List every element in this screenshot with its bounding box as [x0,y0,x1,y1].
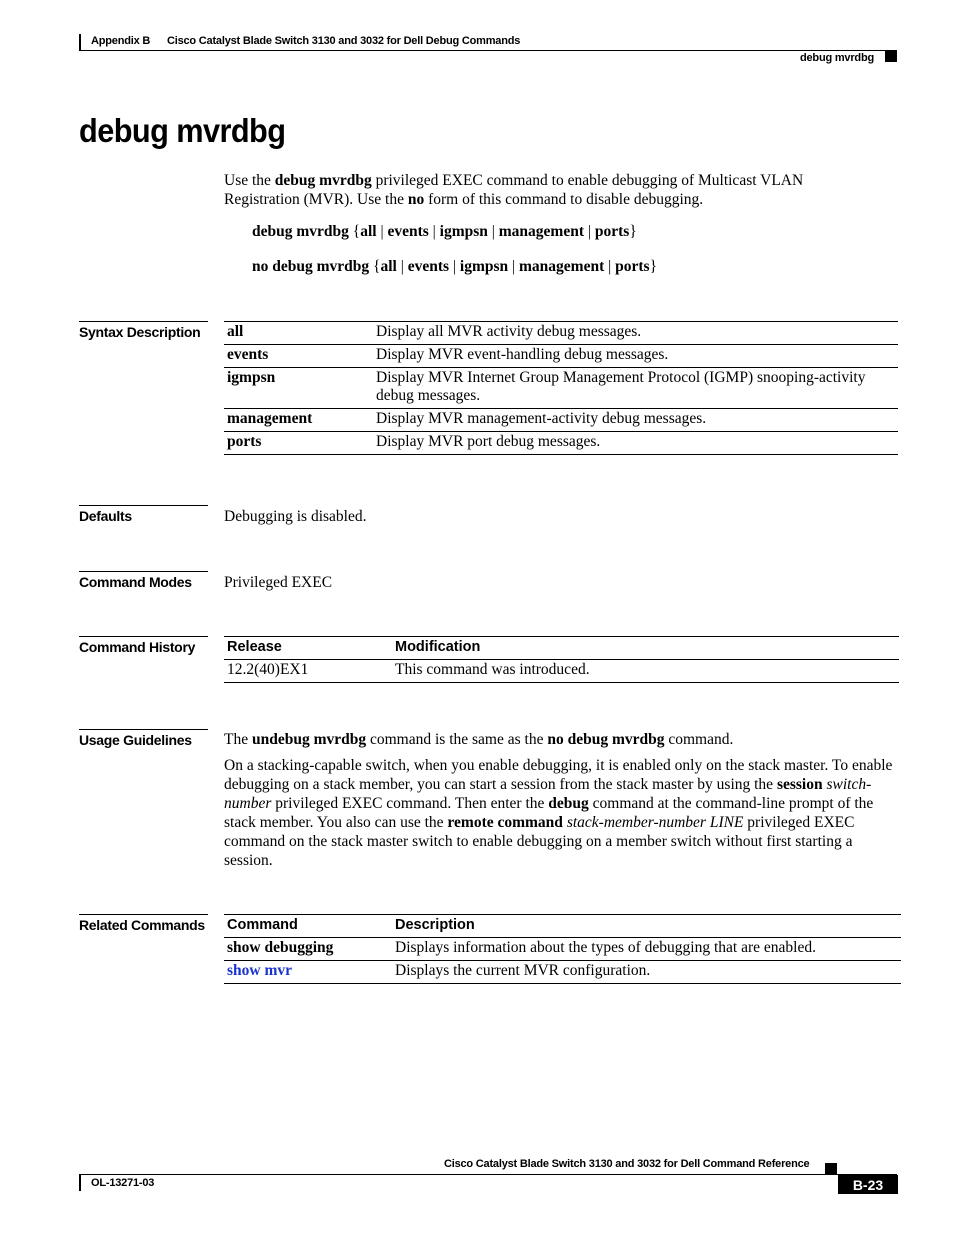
footer-rule [79,1174,897,1175]
column-header-modification: Modification [395,639,481,655]
column-header-command: Command [227,917,298,933]
history-modification: This command was introduced. [395,661,590,678]
footer-book-title: Cisco Catalyst Blade Switch 3130 and 3032 for Dell Command Reference [444,1158,810,1170]
footer-left-bar [79,1174,81,1191]
syntax-keyword: igmpsn [227,369,276,386]
related-desc: Displays information about the types of debugging that are enabled. [395,939,816,956]
table-row [224,961,901,984]
column-header-description: Description [395,917,475,933]
table-row [224,345,898,368]
syntax-desc: Display MVR Internet Group Management Protocol (IGMP) snooping-activity debug messages. [376,369,866,404]
syntax-keyword: ports [227,433,262,450]
footer-doc-number: OL-13271-03 [91,1177,155,1189]
header-rule [79,50,897,51]
page-number: B-23 [838,1175,898,1194]
section-label-defaults: Defaults [79,505,208,524]
section-label-related-commands: Related Commands [79,914,208,933]
syntax-desc: Display all MVR activity debug messages. [376,323,642,340]
related-commands-table [224,914,901,984]
header-running-title: debug mvrdbg [800,52,874,64]
command-history-table [224,636,899,683]
history-release: 12.2(40)EX1 [227,661,309,678]
table-row [224,660,899,683]
table-row [224,322,898,345]
table-row [224,432,898,455]
syntax-description-table [224,321,898,455]
page-title: debug mvrdbg [79,112,286,149]
table-row [224,938,901,961]
syntax-keyword: management [227,410,313,427]
section-label-usage-guidelines: Usage Guidelines [79,729,208,748]
defaults-text: Debugging is disabled. [224,508,367,525]
syntax-line-debug: debug mvrdbg {all | events | igmpsn | management | ports} [252,223,637,240]
table-row [224,409,898,432]
section-label-command-modes: Command Modes [79,571,208,590]
syntax-desc: Display MVR management-activity debug messages. [376,410,707,427]
intro-paragraph: Use the debug mvrdbg privileged EXEC command to enable debugging of Multicast VLAN Registration (MVR). Use the no form of this command to disable debugging. [224,172,804,208]
syntax-desc: Display MVR port debug messages. [376,433,601,450]
header-chapter: Cisco Catalyst Blade Switch 3130 and 3032 for Dell Debug Commands [167,35,521,47]
header-appendix: Appendix B [91,35,151,47]
header-left-bar [79,34,81,51]
header-square-marker [885,51,897,62]
syntax-desc: Display MVR event-handling debug messages. [376,346,669,363]
usage-paragraph-2: On a stacking-capable switch, when you enable debugging, it is enabled only on the stack master. To enable debugging on a stack member, you can start a session from the stack master by using the session switch-number privileged EXEC command. Then enter the debug command at the command-line prompt of the stack member. You also can use the remote command stack-member-number LINE privileged EXEC command on the stack master switch to enable debugging on a member switch without first starting a session. [224,757,893,869]
usage-paragraph-1: The undebug mvrdbg command is the same as the no debug mvrdbg command. [224,731,734,748]
footer-square-marker [825,1163,837,1174]
syntax-keyword: all [227,323,244,340]
related-desc: Displays the current MVR configuration. [395,962,651,979]
syntax-keyword: events [227,346,269,363]
command-modes-text: Privileged EXEC [224,574,333,591]
syntax-line-no-debug: no debug mvrdbg {all | events | igmpsn | management | ports} [252,258,658,275]
related-command: show debugging [227,939,334,956]
table-row [224,368,898,409]
show-mvr-link[interactable]: show mvr [227,962,293,979]
intro-command: debug mvrdbg [274,172,372,189]
column-header-release: Release [227,639,282,655]
table-header-row [224,915,901,938]
section-label-syntax-description: Syntax Description [79,321,208,340]
table-header-row [224,637,899,660]
section-label-command-history: Command History [79,636,208,655]
